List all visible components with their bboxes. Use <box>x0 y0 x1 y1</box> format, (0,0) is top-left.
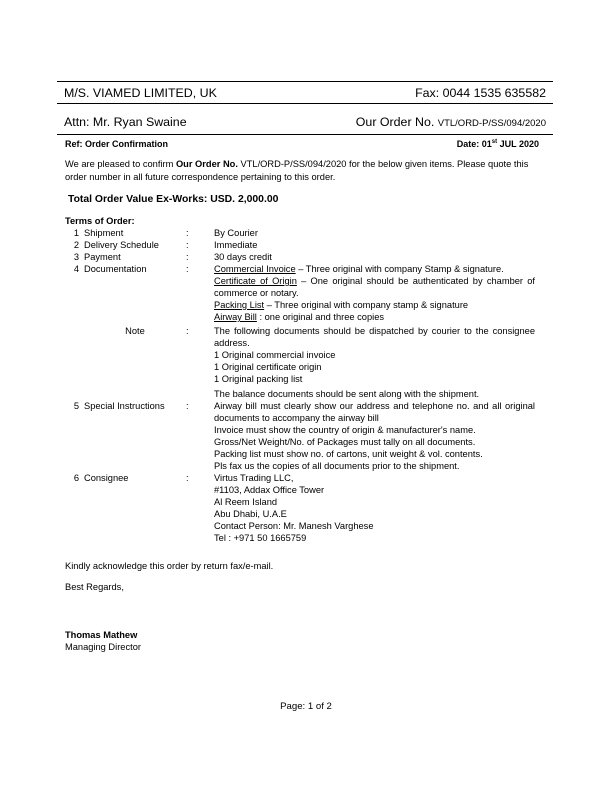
date-prefix: Date: 01 <box>456 139 492 149</box>
signatory-name: Thomas Mathew <box>65 630 138 640</box>
term-label: Documentation <box>84 264 147 274</box>
reference-line <box>65 139 539 149</box>
intro-text-1: We are pleased to confirm <box>65 159 176 169</box>
term-colon: : <box>186 252 189 262</box>
term-number: 2 <box>73 240 79 250</box>
closing-regards: Best Regards, <box>65 582 124 592</box>
acknowledge-text: Kindly acknowledge this order by return fax/e-mail. <box>65 561 274 571</box>
header-divider <box>57 103 553 104</box>
doc-airway-text: : one original and three copies <box>256 312 385 322</box>
term-number: 3 <box>73 252 79 262</box>
doc-invoice-text: – Three original with company Stamp & signature. <box>295 264 504 274</box>
instruction-line: Gross/Net Weight/No. of Packages must tally on all documents. <box>214 437 476 447</box>
term-special-instructions <box>65 400 535 472</box>
note-line: The following documents should be dispatched by courier to the consignee address. <box>214 326 535 348</box>
term-value: By Courier <box>214 228 258 238</box>
consignee-line: Virtus Trading LLC, <box>214 473 294 483</box>
doc-coo-title: Certificate of Origin <box>214 276 297 286</box>
attention-line: Attn: Mr. Ryan Swaine <box>64 115 187 129</box>
our-order-number <box>356 115 546 129</box>
note-line: 1 Original certificate origin <box>214 362 322 372</box>
term-value <box>214 325 535 400</box>
header-row-2 <box>64 112 546 132</box>
instruction-line: Airway bill must clearly show our address and telephone no. and all original documents to accompany the airway bill <box>214 401 535 423</box>
doc-invoice-title: Commercial Invoice <box>214 264 296 274</box>
term-number: 5 <box>73 401 79 411</box>
term-value <box>214 400 535 472</box>
term-shipment <box>65 227 535 239</box>
term-value: Immediate <box>214 240 258 250</box>
doc-invoice <box>214 263 535 275</box>
intro-paragraph <box>65 158 547 183</box>
document-date <box>457 139 539 149</box>
term-delivery <box>65 239 535 251</box>
signatory-title: Managing Director <box>65 642 141 652</box>
term-colon: : <box>186 473 189 483</box>
date-suffix: JUL 2020 <box>499 139 539 149</box>
our-order-label: Our Order No. <box>355 115 435 129</box>
doc-packing <box>214 299 535 311</box>
term-consignee <box>65 472 535 544</box>
intro-bold: Our Order No. <box>175 159 238 169</box>
doc-packing-title: Packing List <box>214 300 265 310</box>
header-box <box>57 81 553 135</box>
term-note <box>65 325 535 400</box>
consignee-line: Abu Dhabi, U.A.E <box>214 509 287 519</box>
intro-text-2: VTL/ORD-P/SS/094/2020 for the below given items. Please quote this order number in all future correspondence pertaining to this order. <box>65 159 529 182</box>
consignee-line: Contact Person: Mr. Manesh Varghese <box>214 521 374 531</box>
doc-packing-text: – Three original with company stamp & signature <box>264 300 469 310</box>
term-colon: : <box>186 264 189 274</box>
note-line: 1 Original packing list <box>214 374 303 384</box>
doc-airway-title: Airway Bill <box>214 312 257 322</box>
term-colon: : <box>186 326 189 336</box>
term-label: Special Instructions <box>84 401 165 411</box>
company-name: M/S. VIAMED LIMITED, UK <box>64 86 217 100</box>
term-label: Shipment <box>84 228 124 238</box>
instruction-line: Invoice must show the country of origin & manufacturer's name. <box>214 425 476 435</box>
note-line: 1 Original commercial invoice <box>214 350 336 360</box>
term-colon: : <box>186 401 189 411</box>
terms-list <box>65 227 535 544</box>
our-order-value: VTL/ORD-P/SS/094/2020 <box>437 118 546 129</box>
header-row-1 <box>64 83 546 103</box>
consignee-line: Al Reem Island <box>214 497 278 507</box>
terms-title: Terms of Order: <box>65 216 135 226</box>
consignee-line: #1103, Addax Office Tower <box>214 485 325 495</box>
total-order-value: Total Order Value Ex-Works: USD. 2,000.00 <box>68 194 279 205</box>
fax-number: Fax: 0044 1535 635582 <box>415 86 546 100</box>
consignee-line: Tel : +971 50 1665759 <box>214 533 307 543</box>
term-label: Note <box>125 326 145 336</box>
doc-airway <box>214 311 535 323</box>
term-label: Delivery Schedule <box>84 240 159 250</box>
term-number: 4 <box>73 264 79 274</box>
term-colon: : <box>186 240 189 250</box>
instruction-line: Pls fax us the copies of all documents prior to the shipment. <box>214 461 460 471</box>
term-payment <box>65 251 535 263</box>
term-label: Consignee <box>84 473 129 483</box>
term-label: Payment <box>84 252 121 262</box>
term-number: 1 <box>73 228 79 238</box>
note-line: The balance documents should be sent along with the shipment. <box>214 389 480 399</box>
reference-label: Ref: Order Confirmation <box>65 139 169 149</box>
term-value <box>214 263 535 323</box>
doc-coo-text: – One original should be authenticated by chamber of commerce or notary. <box>214 276 535 298</box>
date-ordinal: st <box>491 139 498 145</box>
page-number: Page: 1 of 2 <box>280 701 332 712</box>
doc-coo <box>214 275 535 299</box>
term-colon: : <box>186 228 189 238</box>
term-documentation <box>65 263 535 323</box>
term-value <box>214 472 535 544</box>
instruction-line: Packing list must show no. of cartons, unit weight & vol. contents. <box>214 449 483 459</box>
term-value: 30 days credit <box>214 252 272 262</box>
term-number: 6 <box>73 473 79 483</box>
